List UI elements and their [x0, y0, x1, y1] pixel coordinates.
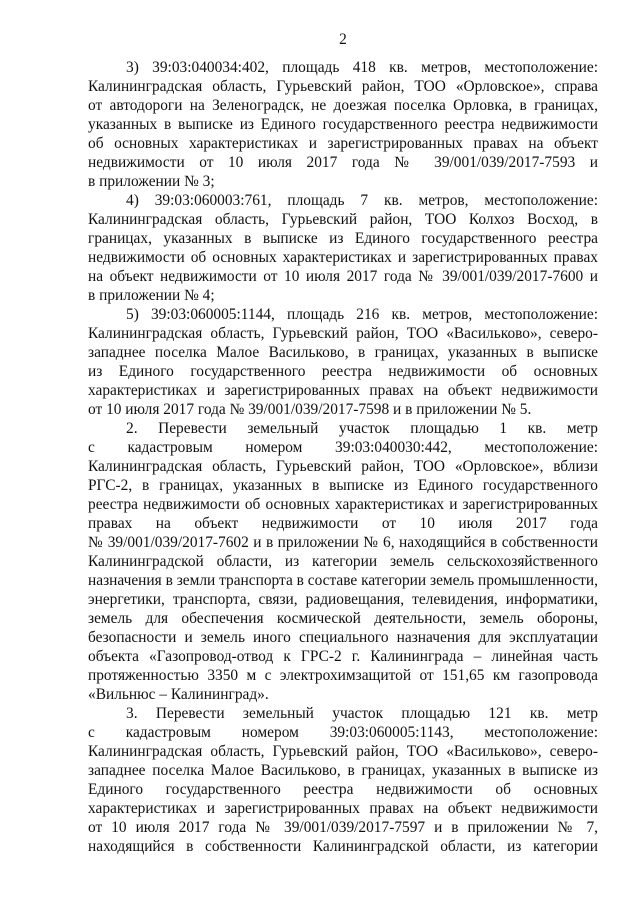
text-line: с кадастровым номером 39:03:040030:442, местоположение: [88, 439, 598, 456]
text-line: характеристиках и зарегистрированных правах на объект недвижимости [88, 382, 598, 399]
text-line: Калининградская область, Гурьевский район, ТОО Колхоз Восход, в [88, 211, 598, 228]
text-line: характеристиках и зарегистрированных правах на объект недвижимости [88, 800, 598, 817]
paragraph-item-3 [88, 58, 598, 191]
text-line: западнее поселка Малое Васильково, в границах, указанных в выписке из [88, 762, 598, 779]
text-line: западнее поселка Малое Васильково, в границах, указанных в выписке [88, 344, 598, 361]
text-line: от 10 июля 2017 года № 39/001/039/2017-7598 и в приложении № 5. [88, 401, 532, 418]
text-line: находящийся в собственности Калининградской области, из категории [88, 838, 598, 855]
text-line: недвижимости об основных характеристиках и зарегистрированных правах [88, 249, 598, 266]
paragraph-point-3 [88, 704, 598, 856]
text-line: Калининградской области, из категории земель сельскохозяйственного [88, 553, 598, 570]
text-line: 4) 39:03:060003:761, площадь 7 кв. метров, местоположение: [126, 192, 598, 209]
text-line: Калининградская область, Гурьевский район, ТОО «Васильково», северо- [88, 325, 598, 342]
paragraph-item-5 [88, 305, 598, 419]
text-line: 2. Перевести земельный участок площадью 1 кв. метр [126, 420, 598, 437]
text-line: Калининградская область, Гурьевский район, ТОО «Васильково», северо- [88, 743, 598, 760]
text-line: из Единого государственного реестра недвижимости об основных [88, 363, 598, 380]
paragraph-item-4 [88, 191, 598, 305]
text-line: 3) 39:03:040034:402, площадь 418 кв. метров, местоположение: [126, 59, 598, 76]
text-line: Калининградская область, Гурьевский район, ТОО «Орловское», справа [88, 78, 598, 95]
text-line: правах на объект недвижимости от 10 июля 2017 года [88, 515, 598, 532]
text-line: 5) 39:03:060005:1144, площадь 216 кв. метров, местоположение: [126, 306, 598, 323]
paragraph-point-2 [88, 419, 598, 704]
document-page [88, 30, 598, 856]
text-line: назначения в земли транспорта в составе категории земель промышленности, [88, 572, 598, 589]
text-line: об основных характеристиках и зарегистрированных правах на объект [88, 135, 598, 152]
text-line: № 39/001/039/2017-7602 и в приложении № 6, находящийся в собственности [88, 534, 598, 551]
text-line: протяженностью 3350 м с электрохимзащитой от 151,65 км газопровода [88, 667, 598, 684]
page-number: 2 [339, 31, 347, 48]
text-line: Единого государственного реестра недвижимости об основных [88, 781, 598, 798]
text-line: Калининградская область, Гурьевский район, ТОО «Орловское», вблизи [88, 458, 598, 475]
text-line: на объект недвижимости от 10 июля 2017 года № 39/001/039/2017-7600 и [88, 268, 598, 285]
text-line: в приложении № 4; [88, 287, 215, 304]
text-line: от автодороги на Зеленоградск, не доезжая поселка Орловка, в границах, [88, 97, 598, 114]
text-line: энергетики, транспорта, связи, радиовещания, телевидения, информатики, [88, 591, 598, 608]
text-line: в приложении № 3; [88, 173, 215, 190]
text-line: границах, указанных в выписке из Единого государственного реестра [88, 230, 598, 247]
text-line: безопасности и земель иного специального назначения для эксплуатации [88, 629, 598, 646]
text-line: РГС-2, в границах, указанных в выписке из Единого государственного [88, 477, 598, 494]
text-line: реестра недвижимости об основных характеристиках и зарегистрированных [88, 496, 598, 513]
text-line: объекта «Газопровод-отвод к ГРС-2 г. Калининграда – линейная часть [88, 648, 598, 665]
text-line: недвижимости от 10 июля 2017 года № 39/001/039/2017-7593 и [88, 154, 598, 171]
text-line: с кадастровым номером 39:03:060005:1143, местоположение: [88, 724, 598, 741]
text-line: 3. Перевести земельный участок площадью 121 кв. метр [126, 705, 598, 722]
text-line: «Вильнюс – Калининград». [88, 686, 269, 703]
text-line: от 10 июля 2017 года № 39/001/039/2017-7597 и в приложении № 7, [88, 819, 598, 836]
text-line: земель для обеспечения космической деятельности, земель обороны, [88, 610, 598, 627]
text-line: указанных в выписке из Единого государственного реестра недвижимости [88, 116, 598, 133]
